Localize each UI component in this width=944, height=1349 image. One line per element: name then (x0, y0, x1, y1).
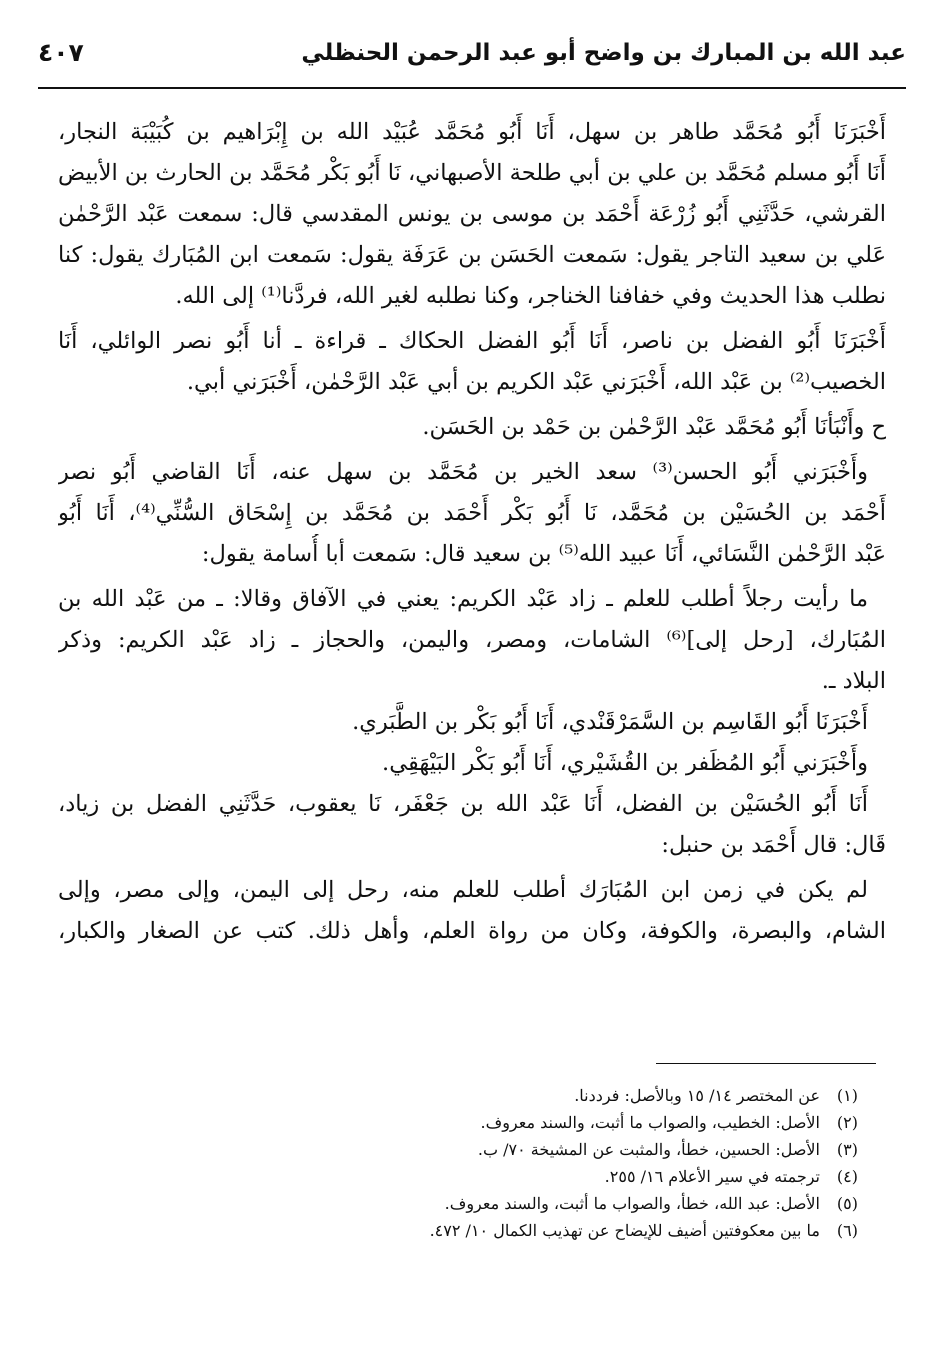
footnote-text: ما بين معكوفتين أضيف للإيضاح عن تهذيب الكمال ١٠/ ٤٧٢. (429, 1221, 820, 1240)
text-line: أَخْبَرَنَا أَبُو مُحَمَّد طاهر بن سهل، أَنَا أَبُو مُحَمَّد عُبَيْد الله بن إِبْرَاهيم بن كُبَيْبَة النجار، (58, 119, 886, 145)
main-text (58, 112, 886, 952)
footnote-separator (656, 1063, 876, 1064)
text-line: عَبْد الرَّحْمٰن النَّسَائي، أَنَا عبيد الله⁽⁵⁾ بن سعيد قال: سَمعت أبا أُسامة يقول: (201, 541, 886, 567)
footnote (178, 1136, 858, 1163)
text-line: أَنَا أَبُو الحُسَيْن بن الفضل، أَنَا عَبْد الله بن جَعْفَر، نَا يعقوب، حَدَّثَنِي الفضل بن زياد، (58, 791, 868, 817)
footnote-number: (٦) (836, 1221, 858, 1240)
running-head-title: عبد الله بن المبارك بن واضح أبو عبد الرحمن الحنظلي (301, 40, 906, 66)
footnote-number: (٣) (836, 1140, 858, 1159)
text-line: نطلب هذا الحديث وفي خفافنا الخناجر، وكنا نطلبه لغير الله، فردَّنا⁽¹⁾ إلى الله. (175, 283, 886, 309)
text-line: ما رأيت رجلاً أطلب للعلم ـ زاد عَبْد الكريم: يعني في الآفاق وقالا: ـ من عَبْد الله بن (58, 586, 868, 612)
footnote-number: (٥) (836, 1194, 858, 1213)
footnote (178, 1082, 858, 1109)
footnote-text: عن المختصر ١٤/ ١٥ وبالأصل: فرددنا. (574, 1086, 820, 1105)
text-line: الشام، والبصرة، والكوفة، وكان من رواة العلم، وأهل ذلك. كتب عن الصغار والكبار، (58, 918, 886, 944)
page-number: ٤٠٧ (38, 38, 84, 67)
text-line: وأَخْبَرَني أَبُو الحسن⁽³⁾ سعد الخير بن مُحَمَّد بن سهل عنه، أَنَا القاضي أَبُو نصر (58, 459, 868, 485)
footnote-text: ترجمته في سير الأعلام ١٦/ ٢٥٥. (604, 1167, 820, 1186)
footnote (178, 1190, 858, 1217)
text-line: وأَخْبَرَني أَبُو المُظَفر بن القُشَيْري، أَنَا أَبُو بَكْر البَيْهَقِي. (382, 750, 868, 776)
text-line: البلاد ـ. (821, 668, 886, 694)
header-rule (38, 87, 906, 89)
text-line: أَنَا أَبُو مسلم مُحَمَّد بن علي بن أبي طلحة الأصبهاني، نَا أَبُو بَكْر مُحَمَّد بن الحارث بن الأبيض (58, 160, 886, 186)
footnote (178, 1109, 858, 1136)
text-line: أَحْمَد بن الحُسَيْن بن مُحَمَّد، نَا أَبُو بَكْر أَحْمَد بن مُحَمَّد بن إِسْحَاق السُّنِّي⁽⁴⁾، أَنَا أَبُو (58, 500, 886, 526)
running-header (38, 38, 906, 94)
footnote (178, 1217, 858, 1244)
text-line: قَال: قال أَحْمَد بن حنبل: (661, 832, 886, 858)
text-line: لم يكن في زمن ابن المُبَارَك أطلب للعلم منه، رحل إلى اليمن، وإلى مصر، وإلى (58, 877, 868, 903)
text-line: المُبَارك، [رحل إلى]⁽⁶⁾ الشامات، ومصر، واليمن، والحجاز ـ زاد عَبْد الكريم: وذكر (58, 627, 886, 653)
footnote-text: الأصل: عبد الله، خطأ، والصواب ما أثبت، والسند معروف. (444, 1194, 820, 1213)
text-line: ح وأَنْبَأنَا أَبُو مُحَمَّد عَبْد الرَّحْمٰن بن حَمْد بن الحَسَن. (422, 414, 886, 440)
text-line: القرشي، حَدَّثَنِي أَبُو زُرْعَة أَحْمَد بن موسى بن يونس المقدسي قال: سمعت عَبْد الرَّحْمٰن (58, 201, 886, 227)
footnote-number: (٢) (836, 1113, 858, 1132)
footnote-text: الأصل: الحسين، خطأ، والمثبت عن المشيخة ٧٠/ ب. (477, 1140, 820, 1159)
text-line: أَخْبَرَنَا أَبُو الفضل بن ناصر، أَنَا أَبُو الفضل الحكاك ـ قراءة ـ أنا أَبُو نصر الوائلي، أَنَا (58, 328, 886, 354)
footnote-number: (١) (836, 1086, 858, 1105)
text-line: أَخْبَرَنَا أَبُو القَاسِم بن السَّمَرْقَنْدي، أَنَا أَبُو بَكْر بن الطَّبَري. (352, 709, 868, 735)
footnote-text: الأصل: الخطيب، والصواب ما أثبت، والسند معروف. (480, 1113, 820, 1132)
footnotes (178, 1082, 858, 1244)
text-line: الخصيب⁽²⁾ بن عَبْد الله، أَخْبَرَني عَبْد الكريم بن أبي عَبْد الرَّحْمٰن، أَخْبَرَني أبي. (186, 369, 886, 395)
footnote (178, 1163, 858, 1190)
text-line: عَلي بن سعيد التاجر يقول: سَمعت الحَسَن بن عَرَفَة يقول: سَمعت ابن المُبَارك يقول: كنا (58, 242, 886, 268)
footnote-number: (٤) (836, 1167, 858, 1186)
